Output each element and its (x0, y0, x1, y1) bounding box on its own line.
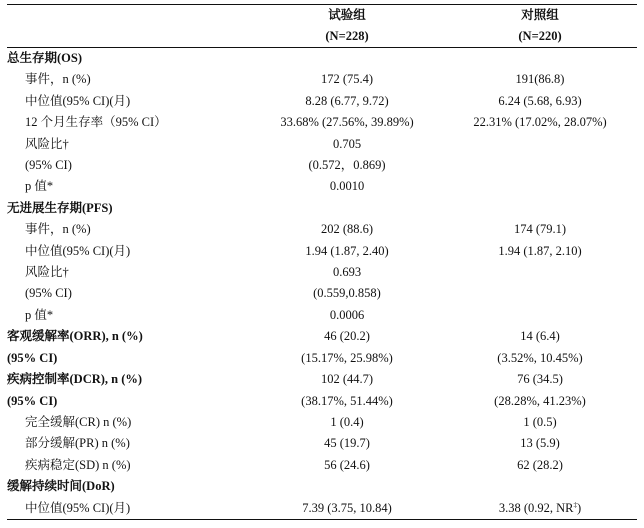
control-value: 3.38 (0.92, NR‡) (443, 498, 637, 520)
section-dor-row (7, 476, 637, 497)
table-row (7, 455, 637, 476)
row-label: (95% CI) (7, 393, 58, 408)
trial-value: (15.17%, 25.98%) (301, 350, 393, 365)
table-row (7, 241, 637, 262)
trial-value: 8.28 (6.77, 9.72) (305, 93, 389, 108)
efficacy-results-table (7, 4, 637, 520)
table-row (7, 155, 637, 176)
trial-value: 102 (44.7) (320, 372, 374, 387)
footnote-mark: ‡ (573, 500, 577, 509)
control-value (443, 198, 637, 219)
section-pfs-row (7, 198, 637, 219)
trial-value: (38.17%, 51.44%) (301, 393, 393, 408)
control-value: (3.52%, 10.45%) (497, 350, 583, 365)
control-value: 191(86.8) (515, 72, 565, 87)
trial-value: 172 (75.4) (320, 72, 374, 87)
table-row (7, 134, 637, 155)
row-label: 完全缓解(CR) n (%) (25, 414, 132, 429)
trial-value: 0.693 (332, 265, 362, 280)
trial-value (251, 198, 443, 219)
row-label: 中位值(95% CI)(月) (7, 498, 251, 520)
row-label: p 值* (25, 307, 54, 322)
table-row (7, 91, 637, 112)
trial-value: 56 (24.6) (324, 457, 370, 472)
row-label: 缓解持续时间(DoR) (7, 479, 115, 494)
control-value (443, 305, 637, 326)
row-label: p 值* (25, 179, 54, 194)
trial-value: 1 (0.4) (330, 414, 364, 429)
row-label: 总生存期(OS) (7, 51, 83, 65)
control-value: 76 (34.5) (517, 372, 563, 387)
control-value: 62 (28.2) (517, 457, 563, 472)
header-empty-cell (7, 25, 251, 48)
control-value (443, 134, 637, 155)
table-row (7, 391, 637, 412)
row-label: 中位值(95% CI)(月) (25, 93, 131, 108)
control-value (443, 283, 637, 304)
row-label: 无进展生存期(PFS) (7, 200, 113, 215)
row-label: 疾病控制率(DCR), n (%) (7, 372, 143, 387)
table-row (7, 262, 637, 283)
trial-value: (0.572，0.869) (308, 158, 386, 173)
table-row (7, 305, 637, 326)
trial-value: 45 (19.7) (324, 436, 370, 451)
trial-value (251, 476, 443, 497)
control-value: 13 (5.9) (520, 436, 560, 451)
trial-value: (0.559,0.858) (313, 286, 381, 301)
row-label: 客观缓解率(ORR), n (%) (7, 329, 143, 344)
table-row (7, 348, 637, 369)
row-label: 12 个月生存率（95% CI） (25, 115, 167, 130)
table-row (7, 176, 637, 197)
row-label: 事件，n (%) (25, 222, 91, 237)
control-value: 22.31% (17.02%, 28.07%) (473, 115, 607, 130)
row-label: 疾病稳定(SD) n (%) (25, 457, 131, 472)
row-label: 部分缓解(PR) n (%) (25, 436, 130, 451)
header-trial-n: (N=228) (251, 25, 443, 48)
trial-value: 33.68% (27.56%, 39.89%) (280, 115, 414, 130)
trial-value: 202 (88.6) (320, 222, 374, 237)
row-label: 事件，n (%) (25, 72, 91, 87)
table-header-n-row (7, 25, 637, 48)
row-label: (95% CI) (25, 286, 72, 301)
trial-value: 0.0010 (329, 179, 365, 194)
control-value: 1.94 (1.87, 2.10) (498, 243, 582, 258)
control-value-text: 3.38 (0.92, NR (498, 500, 574, 515)
control-value (443, 48, 637, 70)
header-control-n: (N=220) (443, 25, 637, 48)
header-empty-cell (7, 5, 251, 26)
table-row (7, 412, 637, 433)
row-label: 中位值(95% CI)(月) (25, 243, 131, 258)
header-control-group: 对照组 (521, 8, 559, 22)
control-value: 1 (0.5) (523, 414, 557, 429)
control-value: 14 (6.4) (520, 329, 560, 344)
table-row (7, 283, 637, 304)
table-header-row (7, 5, 637, 26)
control-value: 174 (79.1) (513, 222, 567, 237)
trial-value: 0.705 (332, 136, 362, 151)
table-row (7, 433, 637, 454)
trial-value: 7.39 (3.75, 10.84) (251, 498, 443, 520)
header-trial-group: 试验组 (328, 8, 366, 22)
control-value: 6.24 (5.68, 6.93) (498, 93, 582, 108)
trial-value: 1.94 (1.87, 2.40) (305, 243, 389, 258)
table-row (7, 498, 637, 520)
row-label: (95% CI) (7, 350, 58, 365)
control-value: (28.28%, 41.23%) (494, 393, 586, 408)
table-row (7, 112, 637, 133)
table-row (7, 219, 637, 240)
row-label: 风险比† (25, 136, 69, 151)
section-dcr-row (7, 369, 637, 390)
control-value (443, 262, 637, 283)
row-label: (95% CI) (25, 158, 72, 173)
control-value (443, 176, 637, 197)
row-label: 风险比† (25, 265, 69, 280)
control-value (443, 155, 637, 176)
section-os-row (7, 48, 637, 70)
table-row (7, 69, 637, 90)
trial-value: 46 (20.2) (324, 329, 370, 344)
section-orr-row (7, 326, 637, 347)
trial-value: 0.0006 (329, 307, 365, 322)
control-value (443, 476, 637, 497)
trial-value (251, 48, 443, 70)
